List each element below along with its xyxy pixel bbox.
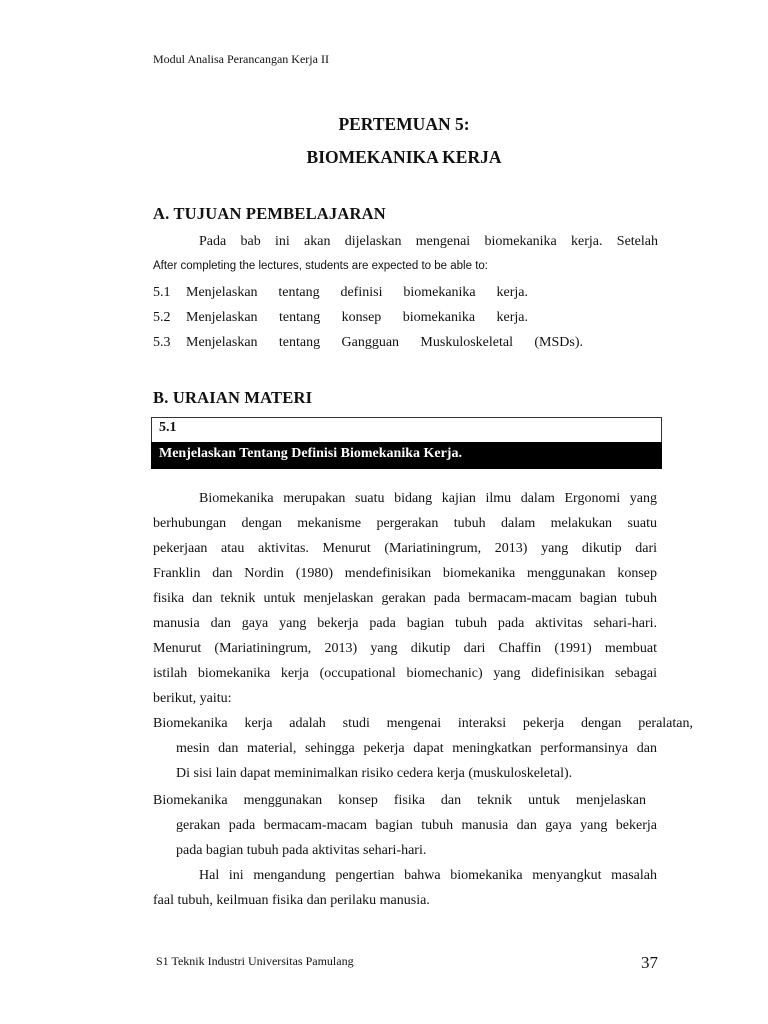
- body-line: berhubungan dengan mekanisme pergerakan tubuh dalam melakukan suatu: [153, 516, 657, 531]
- running-header: Modul Analisa Perancangan Kerja II: [153, 52, 329, 66]
- chapter-number: PERTEMUAN 5:: [338, 114, 470, 134]
- subsection-title: Menjelaskan Tentang Definisi Biomekanika Kerja.: [159, 446, 462, 461]
- body-line: pekerjaan atau aktivitas. Menurut (Mariatiningrum, 2013) yang dikutip dari: [153, 541, 657, 556]
- definition-line: mesin dan material, sehingga pekerja dapat meningkatkan performansinya dan: [176, 741, 657, 756]
- body-line: manusia dan gaya yang bekerja pada bagian tubuh pada aktivitas sehari-hari.: [153, 616, 657, 631]
- definition-line: gerakan pada bermacam-macam bagian tubuh manusia dan gaya yang bekerja: [176, 818, 657, 833]
- definition-line: Biomekanika kerja adalah studi mengenai interaksi pekerja dengan peralatan,: [153, 716, 693, 731]
- definition-line: Di sisi lain dapat meminimalkan risiko cedera kerja (muskuloskeletal).: [176, 766, 573, 781]
- subsection-number: 5.1: [159, 420, 177, 435]
- definition-line: Biomekanika menggunakan konsep fisika dan teknik untuk menjelaskan: [153, 793, 646, 808]
- body-line: fisika dan teknik untuk menjelaskan gerakan pada bermacam-macam bagian tubuh: [153, 591, 657, 606]
- body-line: Franklin dan Nordin (1980) mendefinisikan biomekanika menggunakan konsep: [153, 566, 657, 581]
- section-a-intro: Pada bab ini akan dijelaskan mengenai biomekanika kerja. Setelah: [199, 234, 658, 249]
- objective-item: [153, 310, 528, 326]
- subsection-title-bar: [151, 442, 662, 469]
- objective-text: Menjelaskan tentang Gangguan Muskuloskeletal (MSDs).: [186, 335, 583, 350]
- page-number: 37: [641, 953, 658, 972]
- objective-item: [153, 285, 528, 301]
- body-line: Biomekanika merupakan suatu bidang kajian ilmu dalam Ergonomi yang: [199, 491, 657, 506]
- chapter-title: BIOMEKANIKA KERJA: [306, 147, 502, 167]
- objective-number: 5.3: [153, 335, 171, 350]
- body-line: Menurut (Mariatiningrum, 2013) yang dikutip dari Chaffin (1991) membuat: [153, 641, 657, 656]
- english-note: After completing the lectures, students are expected to be able to:: [153, 260, 488, 272]
- definition-line: pada bagian tubuh pada aktivitas sehari-hari.: [176, 843, 427, 858]
- objective-item: [153, 335, 583, 351]
- body-line: istilah biomekanika kerja (occupational biomechanic) yang didefinisikan sebagai: [153, 666, 657, 681]
- objective-text: Menjelaskan tentang konsep biomekanika kerja.: [186, 310, 528, 325]
- objective-number: 5.2: [153, 310, 171, 325]
- body-line: faal tubuh, keilmuan fisika dan perilaku manusia.: [153, 893, 430, 908]
- section-a-heading: A. TUJUAN PEMBELAJARAN: [153, 204, 386, 223]
- body-line: berikut, yaitu:: [153, 691, 232, 706]
- subsection-number-box: [151, 417, 662, 442]
- footer-institution: S1 Teknik Industri Universitas Pamulang: [156, 954, 354, 968]
- objective-text: Menjelaskan tentang definisi biomekanika kerja.: [186, 285, 528, 300]
- section-b-heading: B. URAIAN MATERI: [153, 388, 313, 407]
- objective-number: 5.1: [153, 285, 171, 300]
- body-line: Hal ini mengandung pengertian bahwa biomekanika menyangkut masalah: [199, 868, 657, 883]
